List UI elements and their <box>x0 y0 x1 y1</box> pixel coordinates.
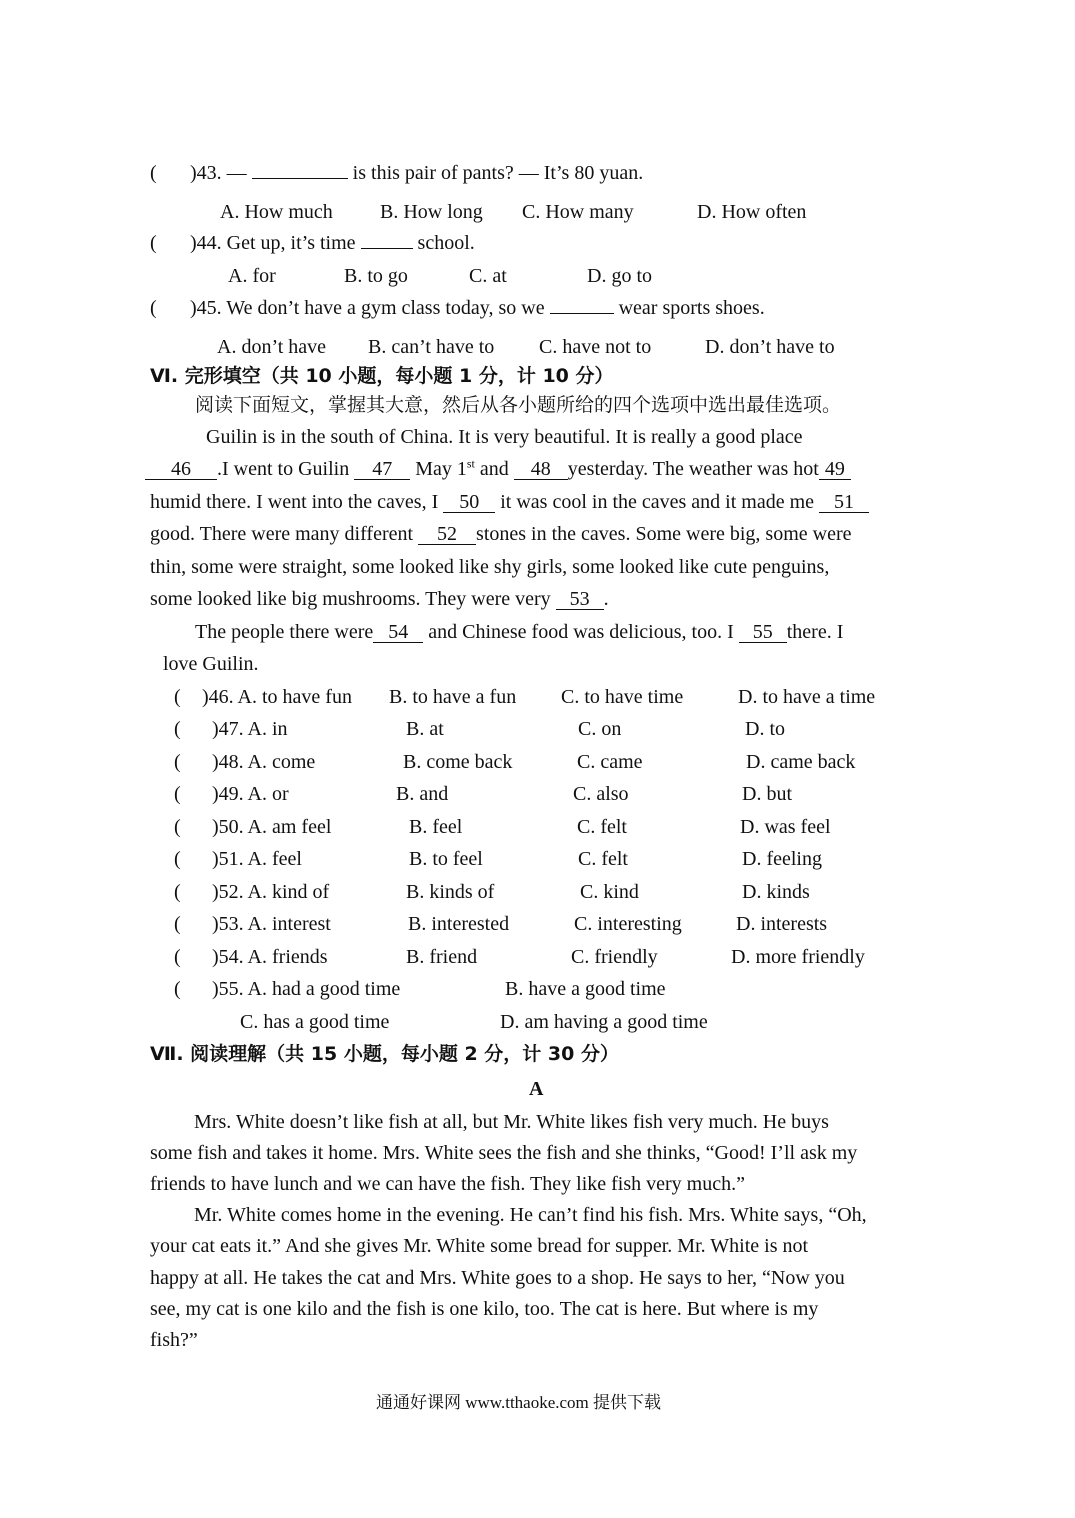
section-6-title: Ⅵ. 完形填空（共 10 小题，每小题 1 分，计 10 分） <box>150 365 614 387</box>
reading-line: friends to have lunch and we can have the fish. They like fish very much.” <box>150 1173 745 1195</box>
q45-option-a[interactable]: A. don’t have <box>217 336 327 358</box>
passage-line: good. There were many different 52 stones in the caves. Some were big, some were <box>150 523 852 545</box>
q52-option-a[interactable]: )52. A. kind of <box>212 881 330 903</box>
passage-line: love Guilin. <box>163 653 259 675</box>
q43-option-b[interactable]: B. How long <box>380 201 483 223</box>
blank-51[interactable]: 51 <box>819 492 869 513</box>
reading-line: some fish and takes it home. Mrs. White sees the fish and she thinks, “Good! I’ll ask my <box>150 1142 858 1164</box>
passage-line: Guilin is in the south of China. It is very beautiful. It is really a good place <box>206 426 803 448</box>
q48-option-b[interactable]: B. come back <box>403 751 513 773</box>
q45-option-d[interactable]: D. don’t have to <box>705 336 835 358</box>
blank-47[interactable]: 47 <box>354 459 410 480</box>
q44-option-a[interactable]: A. for <box>228 265 276 287</box>
q54-option-a[interactable]: )54. A. friends <box>212 946 328 968</box>
reading-line: Mrs. White doesn’t like fish at all, but Mr. White likes fish very much. He buys <box>194 1111 829 1133</box>
q51-option-d[interactable]: D. feeling <box>742 848 822 870</box>
q53-option-b[interactable]: B. interested <box>408 913 510 935</box>
q44-option-c[interactable]: C. at <box>469 265 507 287</box>
answer-blank[interactable] <box>550 313 614 314</box>
reading-line: see, my cat is one kilo and the fish is one kilo, too. The cat is here. But where is my <box>150 1298 819 1320</box>
blank-55[interactable]: 55 <box>739 622 787 643</box>
section-7-title: Ⅶ. 阅读理解（共 15 小题，每小题 2 分，计 30 分） <box>150 1043 619 1065</box>
q53-option-c[interactable]: C. interesting <box>574 913 682 935</box>
blank-54[interactable]: 54 <box>373 622 423 643</box>
q46-option-a[interactable]: )46. A. to have fun <box>202 686 352 708</box>
q50-option-c[interactable]: C. felt <box>577 816 627 838</box>
q47-option-a[interactable]: )47. A. in <box>212 718 288 740</box>
q52-option-c[interactable]: C. kind <box>580 881 639 903</box>
passage-line: 46 .I went to Guilin 47 May 1st and 48 yesterday. The weather was hot 49 <box>145 459 851 480</box>
q52-option-b[interactable]: B. kinds of <box>406 881 495 903</box>
q48-option-d[interactable]: D. came back <box>746 751 856 773</box>
q43-option-a[interactable]: A. How much <box>220 201 333 223</box>
q44-paren: ( <box>150 232 157 254</box>
reading-line: Mr. White comes home in the evening. He can’t find his fish. Mrs. White says, “Oh, <box>194 1204 867 1226</box>
q46-paren: ( <box>174 686 181 708</box>
reading-line: fish?” <box>150 1329 198 1351</box>
q54-option-d[interactable]: D. more friendly <box>731 946 865 968</box>
q43-stem: )43. — is this pair of pants? — It’s 80 yuan. <box>190 162 644 184</box>
q51-option-a[interactable]: )51. A. feel <box>212 848 302 870</box>
answer-blank[interactable] <box>252 178 348 179</box>
q43-paren: ( <box>150 162 157 184</box>
q54-option-c[interactable]: C. friendly <box>571 946 658 968</box>
q46-option-b[interactable]: B. to have a fun <box>389 686 517 708</box>
q55-option-a[interactable]: )55. A. had a good time <box>212 978 401 1000</box>
blank-49[interactable]: 49 <box>819 459 851 480</box>
q50-option-b[interactable]: B. feel <box>409 816 463 838</box>
q52-paren: ( <box>174 881 181 903</box>
passage-line: humid there. I went into the caves, I 50 it was cool in the caves and it made me 51 <box>150 492 869 513</box>
q52-option-d[interactable]: D. kinds <box>742 881 810 903</box>
passage-label: A <box>529 1078 544 1100</box>
blank-50[interactable]: 50 <box>443 492 495 513</box>
q47-option-c[interactable]: C. on <box>578 718 622 740</box>
q46-option-c[interactable]: C. to have time <box>561 686 684 708</box>
q49-option-d[interactable]: D. but <box>742 783 792 805</box>
passage-line: thin, some were straight, some looked like shy girls, some looked like cute penguins, <box>150 556 830 578</box>
reading-line: your cat eats it.” And she gives Mr. White some bread for supper. Mr. White is not <box>150 1235 809 1257</box>
q54-option-b[interactable]: B. friend <box>406 946 478 968</box>
q53-option-a[interactable]: )53. A. interest <box>212 913 331 935</box>
footer-text: 通通好课网 www.tthaoke.com 提供下载 <box>376 1393 662 1412</box>
q53-paren: ( <box>174 913 181 935</box>
q49-option-b[interactable]: B. and <box>396 783 449 805</box>
blank-46[interactable]: 46 <box>145 459 217 480</box>
blank-52[interactable]: 52 <box>418 524 476 545</box>
q47-option-d[interactable]: D. to <box>745 718 785 740</box>
q50-option-d[interactable]: D. was feel <box>740 816 831 838</box>
section-6-instruction: 阅读下面短文，掌握其大意，然后从各小题所给的四个选项中选出最佳选项。 <box>195 394 842 416</box>
q50-paren: ( <box>174 816 181 838</box>
q45-stem: )45. We don’t have a gym class today, so we wear sports shoes. <box>190 297 765 319</box>
q51-paren: ( <box>174 848 181 870</box>
q48-option-c[interactable]: C. came <box>577 751 643 773</box>
q55-option-b[interactable]: B. have a good time <box>505 978 666 1000</box>
q45-option-c[interactable]: C. have not to <box>539 336 652 358</box>
q44-option-d[interactable]: D. go to <box>587 265 652 287</box>
blank-53[interactable]: 53 <box>556 589 604 610</box>
q43-option-c[interactable]: C. How many <box>522 201 634 223</box>
q54-paren: ( <box>174 946 181 968</box>
q51-option-c[interactable]: C. felt <box>578 848 628 870</box>
q53-option-d[interactable]: D. interests <box>736 913 828 935</box>
q43-option-d[interactable]: D. How often <box>697 201 807 223</box>
q48-option-a[interactable]: )48. A. come <box>212 751 316 773</box>
q47-option-b[interactable]: B. at <box>406 718 444 740</box>
q51-option-b[interactable]: B. to feel <box>409 848 483 870</box>
q45-paren: ( <box>150 297 157 319</box>
passage-line: The people there were 54 and Chinese food was delicious, too. I 55 there. I <box>195 621 844 643</box>
reading-line: happy at all. He takes the cat and Mrs. White goes to a shop. He says to her, “Now you <box>150 1267 845 1289</box>
q48-paren: ( <box>174 751 181 773</box>
q55-option-c[interactable]: C. has a good time <box>240 1011 390 1033</box>
q46-option-d[interactable]: D. to have a time <box>738 686 876 708</box>
q49-option-a[interactable]: )49. A. or <box>212 783 289 805</box>
q44-option-b[interactable]: B. to go <box>344 265 408 287</box>
q55-option-d[interactable]: D. am having a good time <box>500 1011 708 1033</box>
q47-paren: ( <box>174 718 181 740</box>
answer-blank[interactable] <box>361 248 413 249</box>
blank-48[interactable]: 48 <box>514 459 568 480</box>
q49-option-c[interactable]: C. also <box>573 783 629 805</box>
q44-stem: )44. Get up, it’s time school. <box>190 232 475 254</box>
q55-paren: ( <box>174 978 181 1000</box>
q49-paren: ( <box>174 783 181 805</box>
passage-line: some looked like big mushrooms. They were very 53 . <box>150 588 609 610</box>
q50-option-a[interactable]: )50. A. am feel <box>212 816 332 838</box>
q45-option-b[interactable]: B. can’t have to <box>368 336 495 358</box>
